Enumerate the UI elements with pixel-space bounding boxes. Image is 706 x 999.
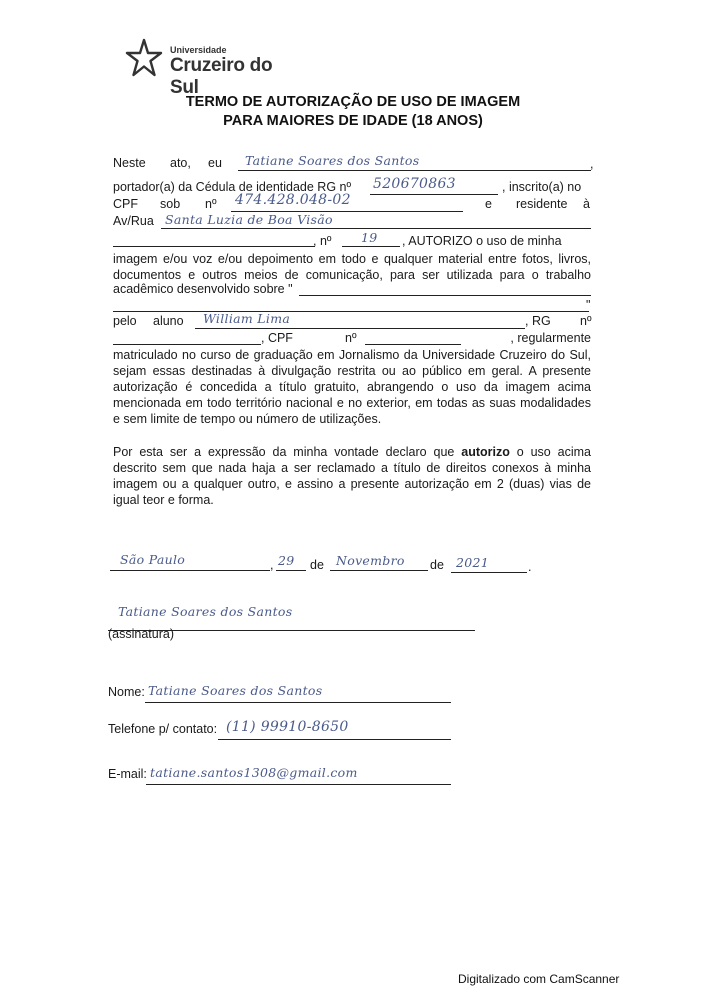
cpf-student-field-line — [365, 344, 461, 345]
year-field-line — [451, 572, 527, 573]
text-line-14: autorização é concedida a título gratuito, abrangendo o uso da imagem acima — [113, 380, 591, 394]
nome-row — [108, 684, 468, 706]
form-line-2 — [113, 176, 591, 196]
signature-block — [108, 604, 478, 644]
text-aluno: aluno — [153, 314, 184, 328]
student-field-line — [195, 328, 525, 329]
document-title-line2: PARA MAIORES DE IDADE (18 ANOS) — [223, 113, 483, 129]
text-rg-no: nº — [580, 314, 592, 328]
topic-close-quote: " — [586, 298, 591, 312]
year-handwritten: 2021 — [456, 555, 490, 570]
rg-handwritten: 520670863 — [373, 176, 456, 192]
text-line-16: e sem limite de tempo ou número de utilizações. — [113, 412, 382, 426]
text-no: nº — [205, 197, 217, 211]
nome-handwritten: Tatiane Soares dos Santos — [148, 683, 323, 698]
text-cpf2-no: nº — [345, 331, 357, 345]
text-de1: de — [310, 558, 324, 572]
text-rg: , RG — [525, 314, 551, 328]
text-line-13: sejam essas destinadas à divulgação restrita ou ao público em geral. A presente — [113, 364, 591, 378]
text-regularmente: , regularmente — [510, 331, 591, 345]
text-eu: eu — [208, 156, 222, 170]
text-line-12: matriculado no curso de graduação em Jornalismo da Universidade Cruzeiro do Sul, — [113, 348, 591, 362]
nome-field-line — [145, 702, 451, 703]
email-field-line — [146, 784, 451, 785]
nome-label: Nome: — [108, 685, 145, 699]
university-logo — [125, 36, 295, 98]
text-p2-a: Por esta ser a expressão da minha vontade declaro que — [113, 445, 462, 459]
text-a: à — [583, 197, 590, 211]
text-p2-line-3: imagem ou a qualquer outro, e assino a presente autorização em 2 (duas) vias de — [113, 477, 591, 491]
text-portador: portador(a) da Cédula de identidade RG nº — [113, 180, 352, 194]
logo-line1: Universidade — [170, 45, 227, 55]
camscanner-footer: Digitalizado com CamScanner — [458, 972, 620, 986]
signature-label: (assinatura) — [108, 627, 174, 641]
form-line-1 — [113, 153, 594, 172]
text-line-7: documentos e outros meios de comunicação, para ser utilizada para o trabalho — [113, 268, 591, 282]
rg-student-field-line — [113, 344, 261, 345]
text-p2-line-2: descrito sem que nada haja a ser reclamado a título de direitos conexos à minha — [113, 461, 591, 475]
document-title-line1: TERMO DE AUTORIZAÇÃO DE USO DE IMAGEM — [185, 94, 521, 110]
name-handwritten: Tatiane Soares dos Santos — [245, 153, 420, 168]
number-handwritten: 19 — [361, 230, 378, 245]
number-field-line — [342, 246, 400, 247]
text-autorizo: , AUTORIZO o uso de minha — [402, 234, 562, 248]
star-logo-icon — [125, 38, 163, 78]
month-handwritten: Novembro — [336, 553, 405, 568]
telefone-field-line — [218, 739, 451, 740]
day-handwritten: 29 — [278, 553, 295, 568]
month-field-line — [330, 570, 428, 571]
rg-field-line — [370, 194, 498, 195]
text-line-15: mencionada em todo território nacional e no exterior, em todas as suas modalidades — [113, 396, 591, 410]
text-ato: ato, — [170, 156, 191, 170]
text-line-6: imagem e/ou voz e/ou depoimento em todo e qualquer material entre fotos, livros, — [113, 252, 591, 266]
text-date-period: . — [528, 560, 532, 574]
text-date-comma: , — [270, 558, 274, 572]
student-handwritten: William Lima — [203, 311, 291, 326]
text-p2-c: o uso acima — [509, 445, 591, 459]
email-row — [108, 766, 468, 788]
text-cpf2: , CPF — [261, 331, 293, 345]
text-numero: , nº — [313, 234, 332, 248]
cpf-handwritten: 474.428.048-02 — [235, 192, 351, 208]
telefone-row — [108, 721, 468, 743]
name-field-line — [238, 170, 591, 171]
text-p2-line-4: igual teor e forma. — [113, 493, 214, 507]
city-field-line — [110, 570, 270, 571]
date-line — [110, 552, 600, 576]
form-line-11 — [113, 331, 591, 347]
form-line-4 — [113, 214, 591, 230]
topic-continuation-line — [113, 311, 589, 312]
form-line-10 — [113, 311, 592, 330]
text-de2: de — [430, 558, 444, 572]
form-line-3 — [113, 192, 591, 213]
text-academico: acadêmico desenvolvido sobre " — [113, 282, 293, 296]
street-handwritten: Santa Luzia de Boa Visão — [165, 212, 333, 227]
text-p2-line-1 — [113, 445, 591, 461]
text-pelo: pelo — [113, 314, 137, 328]
text-avrua: Av/Rua — [113, 214, 154, 228]
logo-line2: Cruzeiro do Sul — [170, 55, 273, 98]
text-sob: sob — [160, 197, 181, 211]
signature-handwritten: Tatiane Soares dos Santos — [118, 604, 293, 619]
street-field-line — [161, 228, 591, 229]
text-comma: , — [590, 157, 594, 171]
text-e: e — [485, 197, 492, 211]
topic-field-line — [299, 295, 591, 296]
text-cpf: CPF — [113, 197, 138, 211]
email-label: E-mail: — [108, 767, 147, 781]
form-line-5 — [113, 230, 591, 250]
text-residente: residente — [516, 197, 568, 211]
text-p2-autorizo: autorizo — [461, 445, 510, 459]
form-line-8 — [113, 282, 591, 298]
street-continuation-line — [113, 246, 315, 247]
email-handwritten: tatiane.santos1308@gmail.com — [150, 765, 358, 780]
city-handwritten: São Paulo — [120, 552, 186, 567]
day-field-line — [276, 570, 306, 571]
text-inscrito: , inscrito(a) no — [502, 180, 582, 194]
telefone-handwritten: (11) 99910-8650 — [226, 719, 349, 735]
text-neste: Neste — [113, 156, 146, 170]
telefone-label: Telefone p/ contato: — [108, 722, 218, 736]
